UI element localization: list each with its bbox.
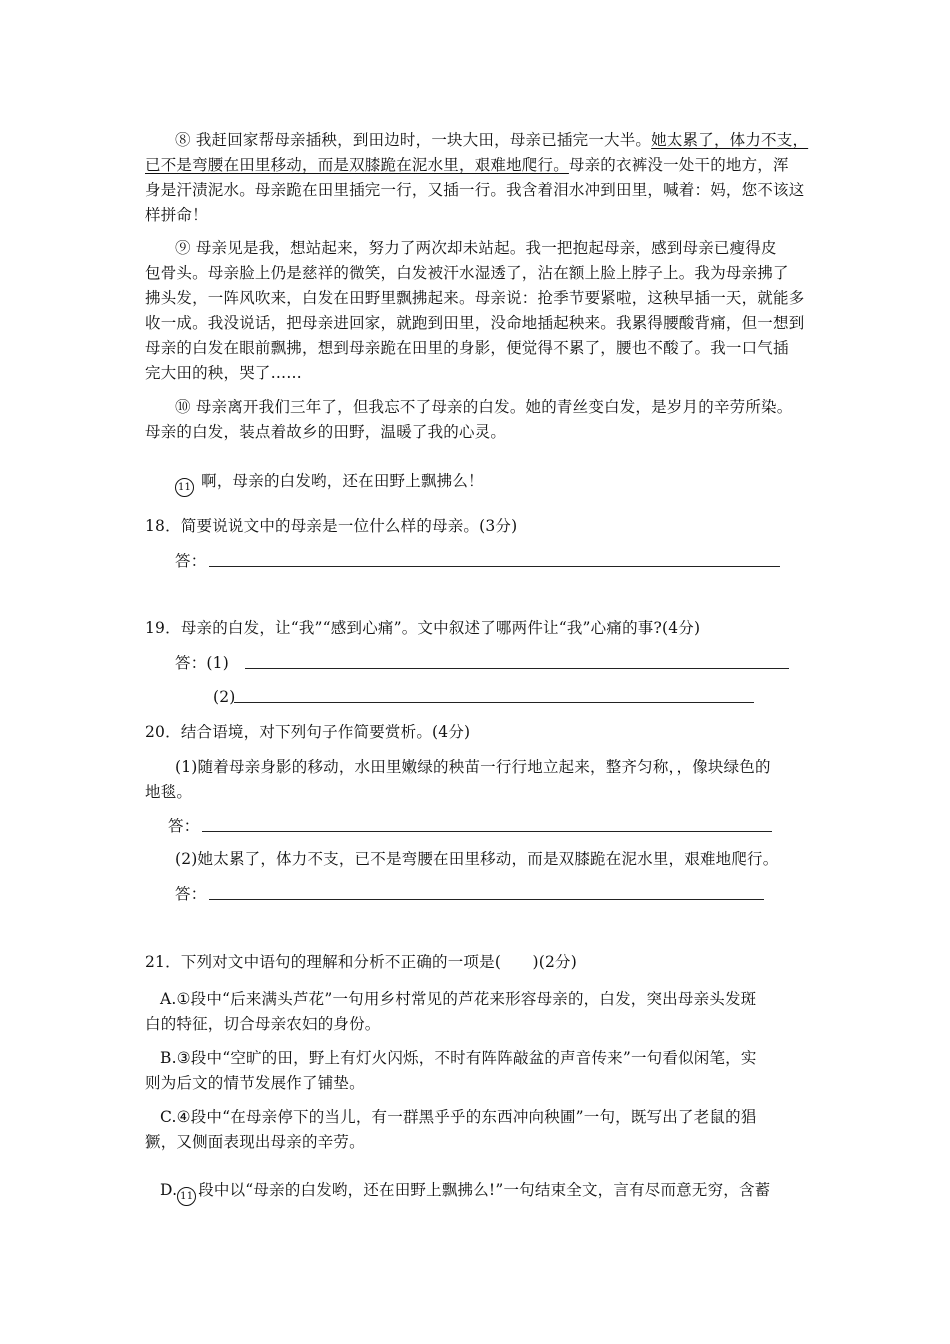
p8-line-3: 身是汗渍泥水。母亲跪在田里插完一行，又插一行。我含着泪水冲到田里，喊着：妈，您不该这 [145,181,805,199]
q19-answer-label-2: (2) [213,688,236,706]
q21-option-b: B.③段中“空旷的田，野上有灯火闪烁，不时有阵阵敲盆的声音传来”一句看似闲笔，实 [160,1049,757,1067]
q19-answer-line-1[interactable] [245,668,789,669]
q21-option-c-cont: 獗，又侧面表现出母亲的辛劳。 [145,1133,365,1151]
option-d-letter: D. [160,1181,178,1199]
q21-option-c: C.④段中“在母亲停下的当儿，有一群黑乎乎的东西冲向秧圃”一句，既写出了老鼠的猖 [160,1108,757,1126]
q21-option-d [160,1180,770,1206]
q20-answer-line-1[interactable] [202,831,772,832]
q20-answer-line-2[interactable] [209,899,764,900]
p9-line-4: 收一成。我没说话，把母亲进回家，就跑到田里，没命地插起秧来。我累得腰酸背痛，但一想到 [145,314,805,332]
p8-underlined-sentence: 她太累了，体力不支， [651,131,809,149]
q19-answer-line-2[interactable] [234,702,754,703]
p10-line-1: ⑩ 母亲离开我们三年了，但我忘不了母亲的白发。她的青丝变白发，是岁月的辛劳所染。 [175,398,793,416]
p8-line-4: 样拼命！ [145,206,208,224]
question-19: 19．母亲的白发，让“我”“感到心痛”。文中叙述了哪两件让“我”心痛的事?(4分) [145,619,701,637]
question-21: 21．下列对文中语句的理解和分析不正确的一项是( )(2分) [145,953,577,971]
question-18: 18．简要说说文中的母亲是一位什么样的母亲。(3分) [145,517,518,535]
p8-underlined-sentence-cont: 已不是弯腰在田里移动，而是双膝跪在泥水里，艰难地爬行。 [145,156,569,174]
question-20: 20．结合语境，对下列句子作简要赏析。(4分) [145,723,471,741]
q20-sentence-1-cont: 地毯。 [145,783,193,801]
q18-answer-label: 答： [175,552,207,570]
p9-line-1: ⑨ 母亲见是我，想站起来，努力了两次却未站起。我一把抱起母亲，感到母亲已瘦得皮 [175,239,777,257]
p9-line-5: 母亲的白发在眼前飘拂，想到母亲跪在田里的身影，便觉得不累了，腰也不酸了。我一口气插 [145,339,789,357]
q20-sentence-2: (2)她太累了，体力不支，已不是弯腰在田里移动，而是双膝跪在泥水里，艰难地爬行。 [175,850,779,868]
p8-text: ⑧ 我赶回家帮母亲插秧，到田边时，一块大田，母亲已插完一大半。 [175,131,652,149]
paragraph-number-11: 11 [175,478,194,497]
q21-option-a-cont: 白的特征，切合母亲农妇的身份。 [145,1015,381,1033]
p8-text: 母亲的衣裤没一处干的地方，浑 [568,156,789,174]
p9-line-2: 包骨头。母亲脸上仍是慈祥的微笑，白发被汗水湿透了，沾在额上脸上脖子上。我为母亲拂了 [145,264,789,282]
p9-line-6: 完大田的秧，哭了…… [145,364,303,382]
q20-answer-label-1: 答： [168,817,200,835]
option-d-text: 段中以“母亲的白发哟，还在田野上飘拂么!”一句结束全文，言有尽而意无穷，含蓄 [198,1181,771,1199]
p10-line-2: 母亲的白发，装点着故乡的田野，温暖了我的心灵。 [145,423,507,441]
p8-line-1 [175,130,808,150]
q18-answer-line[interactable] [209,566,780,567]
p8-line-2 [145,155,789,175]
p11-line [175,471,484,497]
p9-line-3: 拂头发，一阵风吹来，白发在田野里飘拂起来。母亲说：抢季节要紧啦，这秧早插一天，就能多 [145,289,805,307]
q21-option-a: A.①段中“后来满头芦花”一句用乡村常见的芦花来形容母亲的，白发，突出母亲头发斑 [160,990,757,1008]
q20-answer-label-2: 答： [175,885,207,903]
q21-option-b-cont: 则为后文的情节发展作了铺垫。 [145,1074,365,1092]
q20-sentence-1: (1)随着母亲身影的移动，水田里嫩绿的秧苗一行行地立起来，整齐匀称，，像块绿色的 [175,758,771,776]
p11-text: 啊，母亲的白发哟，还在田野上飘拂么！ [201,472,484,490]
paragraph-number-11: 11 [177,1187,196,1206]
q19-answer-label-1: 答：(1) [175,654,229,672]
